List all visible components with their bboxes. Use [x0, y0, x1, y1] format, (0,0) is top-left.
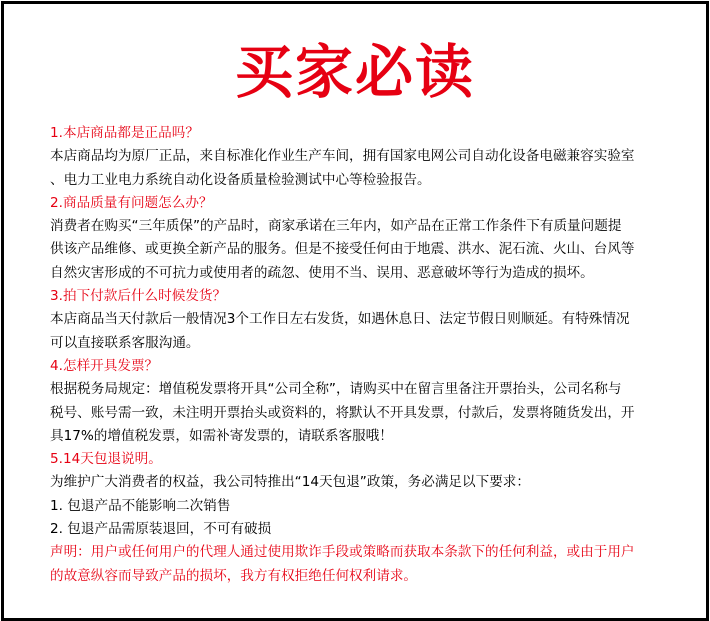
section-3-line-1: 本店商品当天付款后一般情况3个工作日左右发货，如遇休息日、法定节假日则顺延。有特殊情况: [50, 311, 630, 328]
notice-frame: [1, 1, 709, 621]
page-title: 买家必读: [234, 38, 475, 106]
section-5-line-2: 1. 包退产品不能影响二次销售: [50, 497, 231, 514]
section-1-line-2: 、电力工业电力系统自动化设备质量检验测试中心等检验报告。: [50, 171, 431, 188]
section-heading-3: 3.拍下付款后什么时候发货？: [50, 288, 227, 305]
section-2-line-2: 供该产品维修、或更换全新产品的服务。但是不接受任何由于地震、洪水、泥石流、火山、台风等: [50, 241, 635, 258]
section-3-line-2: 可以直接联系客服沟通。: [50, 334, 200, 351]
section-1-line-1: 本店商品均为原厂正品，来自标准化作业生产车间，拥有国家电网公司自动化设备电磁兼容实验室: [50, 148, 635, 165]
section-heading-4: 4.怎样开具发票？: [50, 357, 159, 374]
section-4-line-3: 具17%的增值税发票，如需补寄发票的，请联系客服哦！: [50, 427, 393, 444]
section-2-line-1: 消费者在购买“三年质保”的产品时，商家承诺在三年内，如产品在正常工作条件下有质量问题提: [50, 218, 622, 235]
section-5-line-1: 为维护广大消费者的权益，我公司特推出“14天包退”政策，务必满足以下要求：: [50, 474, 530, 491]
notice-content: [50, 122, 680, 588]
section-2-line-3: 自然灾害形成的不可抗力或使用者的疏忽、使用不当、误用、恶意破坏等行为造成的损坏。: [50, 264, 594, 281]
disclaimer-line-1: 声明：用户或任何用户的代理人通过使用欺诈手段或策略而获取本条款下的任何利益，或由于用户: [50, 544, 635, 561]
disclaimer-line-2: 的故意纵容而导致产品的损坏，我方有权拒绝任何权利请求。: [50, 567, 418, 584]
section-heading-5: 5.14天包退说明。: [50, 451, 162, 468]
section-4-line-1: 根据税务局规定：增值税发票将开具“公司全称”，请购买中在留言里备注开票抬头，公司名称与: [50, 381, 622, 398]
section-heading-2: 2.商品质量有问题怎么办？: [50, 194, 213, 211]
section-4-line-2: 税号、账号需一致，未注明开票抬头或资料的，将默认不开具发票，付款后，发票将随货发出，开: [50, 404, 635, 421]
section-heading-1: 1.本店商品都是正品吗？: [50, 125, 199, 141]
section-5-line-3: 2. 包退产品需原装退回，不可有破损: [50, 521, 272, 538]
